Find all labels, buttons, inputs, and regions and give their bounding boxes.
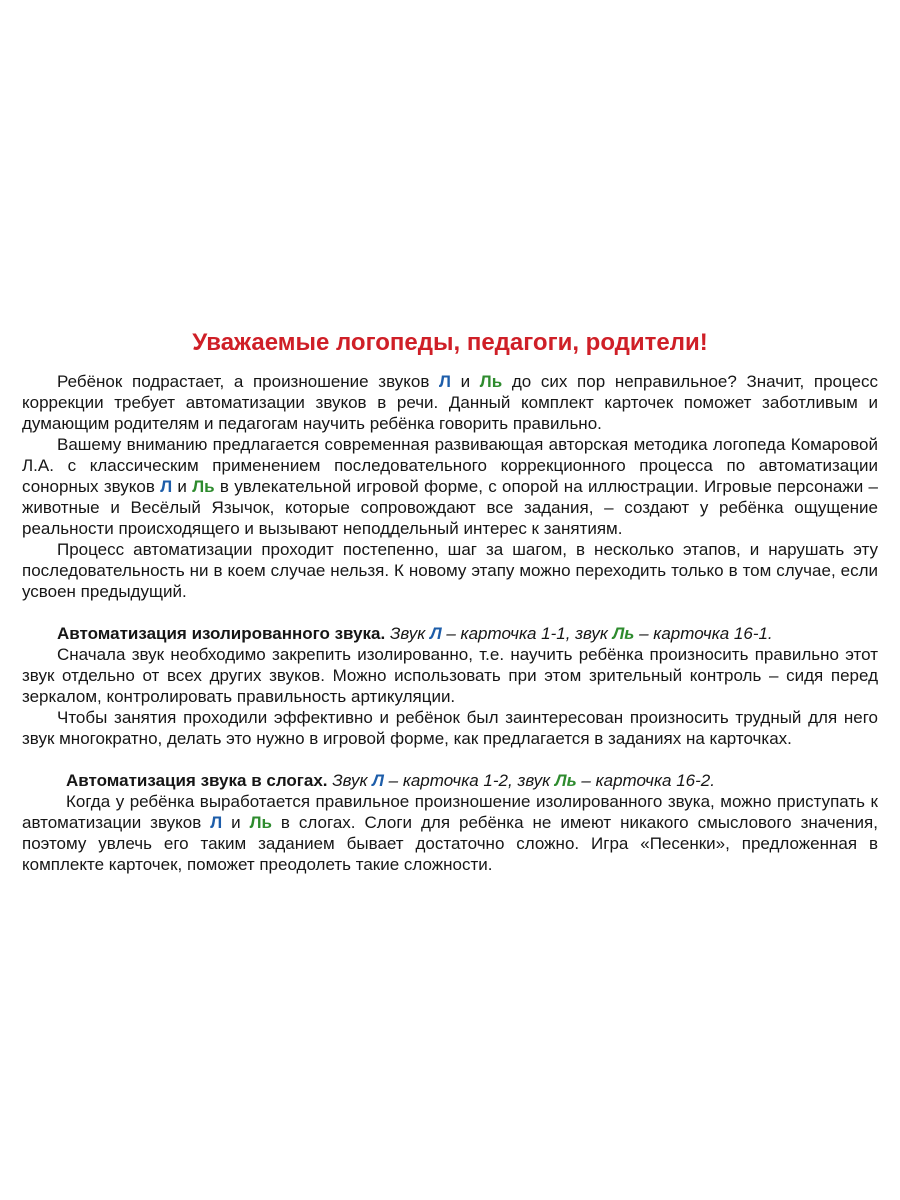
text-segment: Л: [429, 624, 442, 643]
text-segment: Автоматизация звука в слогах.: [66, 771, 328, 790]
text-segment: Л: [439, 372, 451, 391]
paragraph: [22, 539, 878, 602]
paragraph: [22, 791, 878, 875]
paragraph: [22, 371, 878, 434]
text-segment: Л: [210, 813, 223, 832]
page-title: Уважаемые логопеды, педагоги, родители!: [192, 329, 708, 356]
text-segment: Ль: [612, 624, 635, 643]
text-segment: – карточка 16-1.: [634, 624, 773, 643]
text-segment: и: [172, 477, 193, 496]
text-segment: – карточка 16-2.: [576, 771, 715, 790]
section-heading: [22, 623, 878, 644]
text-segment: до сих пор неправильное? Значит, процесс коррекции требует автоматизации звуков в речи. Данный комплект карточек поможет заботливым и думающим родителям и педагогам научить ребёнка говорить правильно.: [22, 372, 878, 433]
body-paragraphs: [22, 371, 878, 875]
text-segment: Л: [160, 477, 173, 496]
text-segment: Звук: [332, 771, 373, 790]
paragraph: [22, 434, 878, 539]
text-segment: и: [450, 372, 480, 391]
text-segment: в увлекательной игровой форме, с опорой на иллюстрации. Игровые персонажи – животные и Весёлый Язычок, которые сопровождают все задания, – создают у ребёнка ощущение реальности происходящего и вызывают неподдельный интерес к занятиям.: [22, 477, 878, 538]
text-segment: Л: [372, 771, 384, 790]
text-segment: Ребёнок подрастает, а произношение звуков: [57, 372, 440, 391]
text-segment: Чтобы занятия проходили эффективно и ребёнок был заинтересован произносить трудный для него звук многократно, делать это нужно в игровой форме, как предлагается в заданиях на карточках.: [22, 708, 878, 748]
paragraph: [22, 644, 878, 707]
text-segment: Звук: [389, 624, 430, 643]
text-segment: Ль: [249, 813, 272, 832]
section-heading: [22, 770, 878, 791]
text-segment: Сначала звук необходимо закрепить изолированно, т.е. научить ребёнка произносить правильно этот звук отдельно от всех других звуков. Можно использовать при этом зрительный контроль – сидя перед зеркалом, контролировать правильность артикуляции.: [22, 645, 878, 706]
text-segment: – карточка 1-2, звук: [383, 771, 555, 790]
text-segment: Автоматизация изолированного звука.: [57, 624, 386, 643]
text-segment: и: [222, 813, 250, 832]
text-segment: – карточка 1-1, звук: [441, 624, 613, 643]
paragraph: [22, 707, 878, 749]
text-segment: Когда у ребёнка выработается правильное произношение изолированного звука, можно приступать к автоматизации звуков: [22, 792, 878, 832]
text-content: [22, 329, 878, 875]
text-segment: Ль: [479, 372, 503, 391]
text-segment: Ль: [554, 771, 577, 790]
text-segment: Ль: [192, 477, 215, 496]
text-segment: Вашему вниманию предлагается современная развивающая авторская методика логопеда Комаровой Л.А. с классическим применением последовательного коррекционного процесса по автоматизации сонорных звуков: [22, 435, 878, 496]
text-segment: в слогах. Слоги для ребёнка не имеют никакого смыслового значения, поэтому увлечь его таким заданием бывает достаточно сложно. Игра «Песенки», предложенная в комплекте карточек, поможет преодолеть такие сложности.: [22, 813, 878, 874]
text-segment: Процесс автоматизации проходит постепенно, шаг за шагом, в несколько этапов, и нарушать эту последовательность ни в коем случае нельзя. К новому этапу можно переходить только в том случае, если усвоен предыдущий.: [22, 540, 878, 601]
